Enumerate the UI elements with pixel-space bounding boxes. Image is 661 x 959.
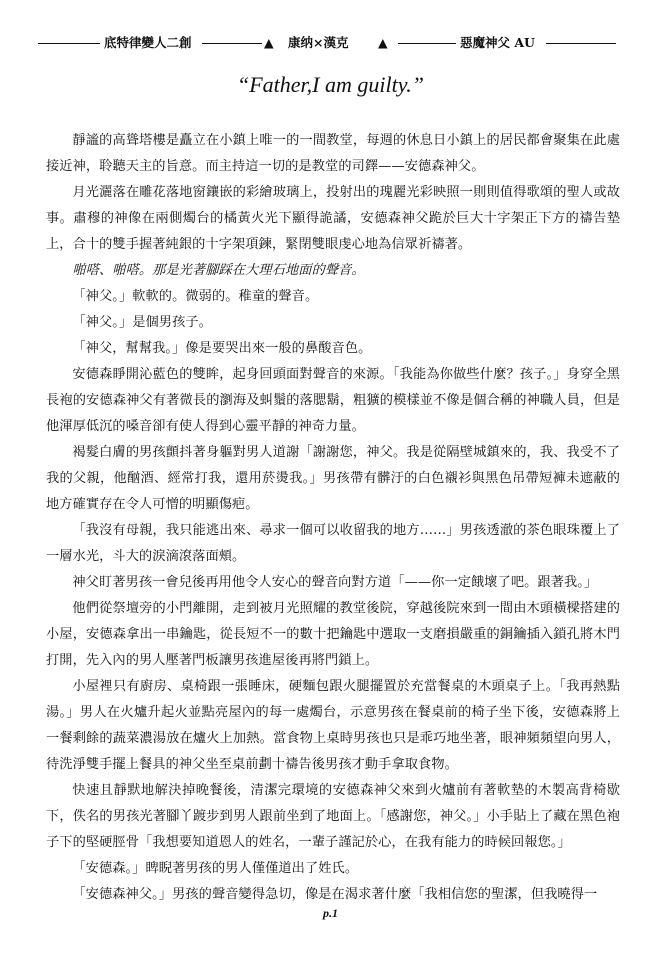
triangle-icon: ▲ bbox=[378, 35, 388, 50]
paragraph: 「神父。」是個男孩子。 bbox=[72, 315, 212, 330]
header-rule-left bbox=[38, 34, 100, 52]
page-number: p.1 bbox=[323, 906, 338, 920]
paragraph: 月光灑落在雕花落地窗鑲嵌的彩繪玻璃上，投射出的瑰麗光彩映照一則則值得歌頌的聖人或故事。肅穆的神像在兩側燭台的橘黃火光下顯得詭譎，安德森神父跪於巨大十字架正下方的禱告墊上，合十的雙手握著純銀的十字架項鍊，緊閉雙眼虔心地為信眾祈禱著。 bbox=[46, 185, 620, 252]
paragraph: 「安德森神父。」男孩的聲音變得急切，像是在渴求著什麼「我相信您的聖潔，但我曉得一 bbox=[72, 887, 598, 902]
paragraph: 「神父，幫幫我。」像是要哭出來一般的鼻酸音色。 bbox=[72, 341, 372, 356]
triangle-icon: ▲ bbox=[264, 35, 274, 50]
header-rule-2 bbox=[202, 34, 262, 52]
header-rule-3 bbox=[398, 34, 456, 52]
running-header bbox=[38, 34, 618, 52]
page-title: “Father,I am guilty.” bbox=[236, 72, 424, 97]
paragraph: 小屋裡只有廚房、桌椅跟一張睡床，硬麵包跟火腿擺置於充當餐桌的木頭桌子上。「我再熱點湯。」男人在火爐升起火並點亮屋內的每一處燭台，示意男孩在餐桌前的椅子坐下後，安德森將上一餐剩餘的蔬菜濃湯放在爐火上加熱。當食物上桌時男孩也只是乖巧地坐著，眼神頻頻望向男人，待洗淨雙手擺上餐具的神父坐至桌前劃十禱告後男孩才動手拿取食物。 bbox=[46, 679, 620, 772]
paragraph: 褐髮白膚的男孩顫抖著身軀對男人道謝「謝謝您，神父。我是從隔壁城鎮來的，我、我受不了我的父親，他酗酒、經常打我，還用菸燙我。」男孩帶有髒汙的白色襯衫與黑色吊帶短褲未遮蔽的地方確實存在令人可憎的明顯傷疤。 bbox=[46, 445, 620, 512]
header-rule-right bbox=[546, 34, 616, 52]
story-body bbox=[46, 128, 620, 908]
paragraph: 「安德森。」睥睨著男孩的男人僅僅道出了姓氏。 bbox=[72, 861, 359, 876]
header-left-text: 底特律變人二創 bbox=[104, 35, 192, 50]
paragraph: 「我沒有母親，我只能逃出來、尋求一個可以收留我的地方……」男孩透澈的茶色眼珠覆上了一層水光，斗大的淚滴滾落面頰。 bbox=[46, 523, 620, 564]
paragraph: 安德森睜開沁藍色的雙眸，起身回頭面對聲音的來源。「我能為你做些什麼？孩子。」身穿全黑長袍的安德森神父有著微長的瀏海及虯鬚的落腮鬍，粗獷的模樣並不像是個合稱的神職人員，但是他渾厚低沉的嗓音卻有使人得到心靈平靜的神奇力量。 bbox=[46, 367, 620, 434]
paragraph: 快速且靜默地解決掉晚餐後，清潔完環境的安德森神父來到火爐前有著軟墊的木製高背椅歇下，佚名的男孩光著腳丫踱步到男人跟前坐到了地面上。「感謝您，神父。」小手貼上了藏在黑色袍子下的堅硬脛骨「我想要知道恩人的姓名，一輩子謹記於心，在我有能力的時候回報您。」 bbox=[46, 783, 620, 850]
header-middle-text: 康纳×漢克 bbox=[288, 35, 349, 50]
paragraph: 靜謐的高聳塔樓是矗立在小鎮上唯一的一間教堂，每週的休息日小鎮上的居民都會聚集在此處接近神，聆聽天主的旨意。而主持這一切的是教堂的司鐸——安德森神父。 bbox=[46, 133, 620, 174]
paragraph: 「神父。」軟軟的。微弱的。稚童的聲音。 bbox=[72, 289, 319, 304]
paragraph: 啪嗒、啪嗒。那是光著腳踩在大理石地面的聲音。 bbox=[72, 263, 365, 278]
header-right-text: 惡魔神父 AU bbox=[460, 35, 535, 50]
paragraph: 神父盯著男孩一會兒後再用他令人安心的聲音向對方道「——你一定餓壞了吧。跟著我。」 bbox=[72, 575, 598, 590]
paragraph: 他們從祭壇旁的小門離開，走到被月光照耀的教堂後院，穿越後院來到一間由木頭橫樑搭建的小屋，安德森拿出一串鑰匙，從長短不一的數十把鑰匙中選取一支磨損嚴重的銅鑰插入鎖孔將木門打開，先入內的男人壓著門板讓男孩進屋後再將門鎖上。 bbox=[46, 601, 620, 668]
